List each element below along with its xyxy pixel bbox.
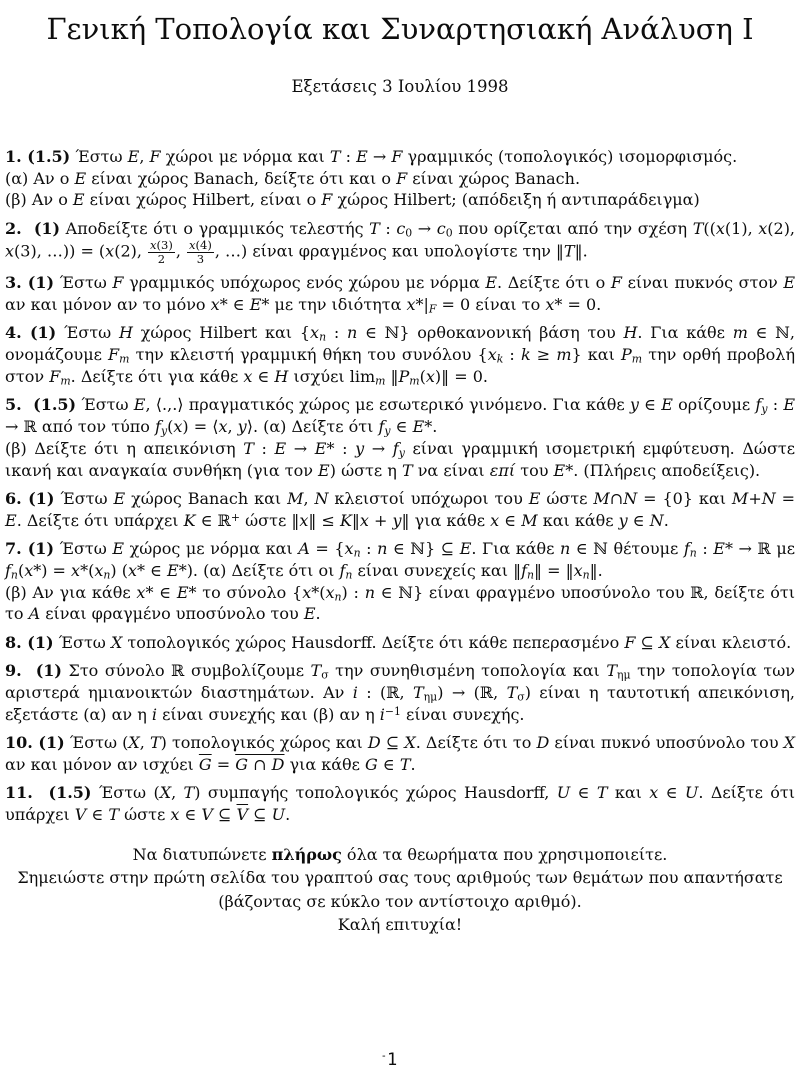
instruction-line-3: (βάζοντας σε κύκλο τον αντίστοιχο αριθμό). — [218, 891, 582, 911]
good-luck-line: Καλή επιτυχία! — [337, 915, 463, 935]
problem-5: 5. (1.5) Έστω E, ⟨.,.⟩ πραγματικός χώρος με εσωτερικό γινόμενο. Για κάθε y ∈ E ορίζουμε $f_y$ : E → ℝ από τον τύπο $f_y(x)$ = ⟨x, y⟩. (α) Δείξτε ότι $f_y$ ∈ E*. (β) Δείξτε ότι η απεικόνιση T : E → E* : $y \to f_y$ είναι γραμμική ισομετρική εμφύτευση. Δώστε ικανή και αναγκαία συνθήκη (για τον E) ώστε η T να είναι επί του E*. (Πλήρεις αποδείξεις). — [5, 395, 796, 480]
problem-11: 11. (1.5) Έστω (X, T) συμπαγής τοπολογικός χώρος Hausdorff, U ∈ T και x ∈ U. Δείξτε ότι υπάρχει V ∈ T ώστε x ∈ V ⊆ $\overline{V}$ ⊆ U. — [5, 783, 796, 824]
scan-artifact-mark: - — [380, 1051, 387, 1063]
problem-7: 7. (1) Έστω E χώρος με νόρμα και $A = \{x_n$ : n ∈ ℕ} ⊆ E. Για κάθε n ∈ ℕ θέτουμε $f_n$ : E* → ℝ με $f_n(x*) = x*(x_n)$ (x* ∈ E*). (α) Δείξτε ότι οι $f_n$ είναι συνεχείς και $‖f_n‖$ = $‖x_n‖$. (β) Αν για κάθε x* ∈ E* το σύνολο {$x*(x_n)$ : n ∈ ℕ} είναι φραγμένο υποσύνολο του ℝ, δείξτε ότι το A είναι φραγμένο υποσύνολο του E. — [5, 539, 796, 624]
exam-date-subtitle: Εξετάσεις 3 Ιουλίου 1998 — [291, 77, 509, 96]
problem-8: 8. (1) Έστω X τοπολογικός χώρος Hausdorff. Δείξτε ότι κάθε πεπερασμένο F ⊆ X είναι κλειστό. — [5, 632, 792, 652]
instruction-line-2: Σημειώστε στην πρώτη σελίδα του γραπτού σας τους αριθμούς των θεμάτων που απαντήσατε — [17, 868, 783, 888]
problem-list — [5, 146, 795, 826]
problem-1: 1. (1.5) Έστω E, F χώροι με νόρμα και T : E → F γραμμικός (τοπολογικός) ισομορφισμός. (α) Αν ο E είναι χώρος Banach, δείξτε ότι και ο F είναι χώρος Banach. (β) Αν ο E είναι χώρος Hilbert, είναι ο F χώρος Hilbert; (απόδειξη ή αντιπαράδειγμα) — [5, 146, 738, 210]
problem-9: 9. (1) Στο σύνολο ℝ συμβολίζουμε $T_\sigma$ την συνηθισμένη τοπολογία και $T_{\eta\mu}$ την τοπολογία των αριστερά ημιανοικτών διαστημάτων. Αν i : (ℝ, $T_{\eta\mu}$) → (ℝ, $T_\sigma$) είναι η ταυτοτική απεικόνιση, εξετάστε (α) αν η i είναι συνεχής και (β) αν η $i^{-1}$ είναι συνεχής. — [5, 661, 796, 724]
problem-2: 2. (1) Αποδείξτε ότι ο γραμμικός τελεστής T : $c_0 \to c_0$ που ορίζεται από την σχέση T((x(1), x(2), x(3), …)) = (x(2), $\frac{x(3)}{2}$ , $\frac{x(4)}{3}$ , …) είναι φραγμένος και υπολογίστε την ‖T‖. — [5, 218, 796, 267]
exam-instructions — [5, 843, 795, 937]
problem-4: 4. (1) Έστω H χώρος Hilbert και {$x_n$ : n ∈ ℕ} ορθοκανονική βάση του H. Για κάθε m ∈ ℕ, ονομάζουμε $F_m$ την κλειστή γραμμική θήκη του συνόλου {$x_k$ : k ≥ m} και $P_m$ την ορθή προβολή στον $F_m$. Δείξτε ότι για κάθε x ∈ H ισχύει $\lim_m$ $‖P_m(x)‖ = 0$. — [5, 323, 796, 388]
problem-10: 10. (1) Έστω (X, T) τοπολογικός χώρος και D ⊆ X. Δείξτε ότι το D είναι πυκνό υποσύνολο του X αν και μόνον αν ισχύει $\overline{G} = G$ ∩ D για κάθε G ∈ T. — [5, 732, 796, 774]
problem-6: 6. (1) Έστω E χώρος Banach και M, N κλειστοί υπόχωροι του E ώστε M∩N = {0} και M+N = E. Δείξτε ότι υπάρχει K ∈ ℝ+ ώστε ‖x‖ ≤ K‖x + y‖ για κάθε x ∈ M και κάθε y ∈ N. — [5, 488, 796, 530]
page-title: Γενική Τοπολογία και Συναρτησιακή Ανάλυση I — [46, 12, 754, 46]
instruction-line-1: Να διατυπώνετε πλήρως όλα τα θεωρήματα που χρησιμοποιείτε. — [132, 844, 668, 864]
page-number: -1 — [380, 1050, 398, 1071]
problem-3: 3. (1) Έστω F γραμμικός υπόχωρος ενός χώρου με νόρμα E. Δείξτε ότι ο F είναι πυκνός στον E αν και μόνον αν το μόνο x* ∈ E* με την ιδιότητα $x*|_F = 0$ είναι το x* = 0. — [5, 273, 796, 316]
